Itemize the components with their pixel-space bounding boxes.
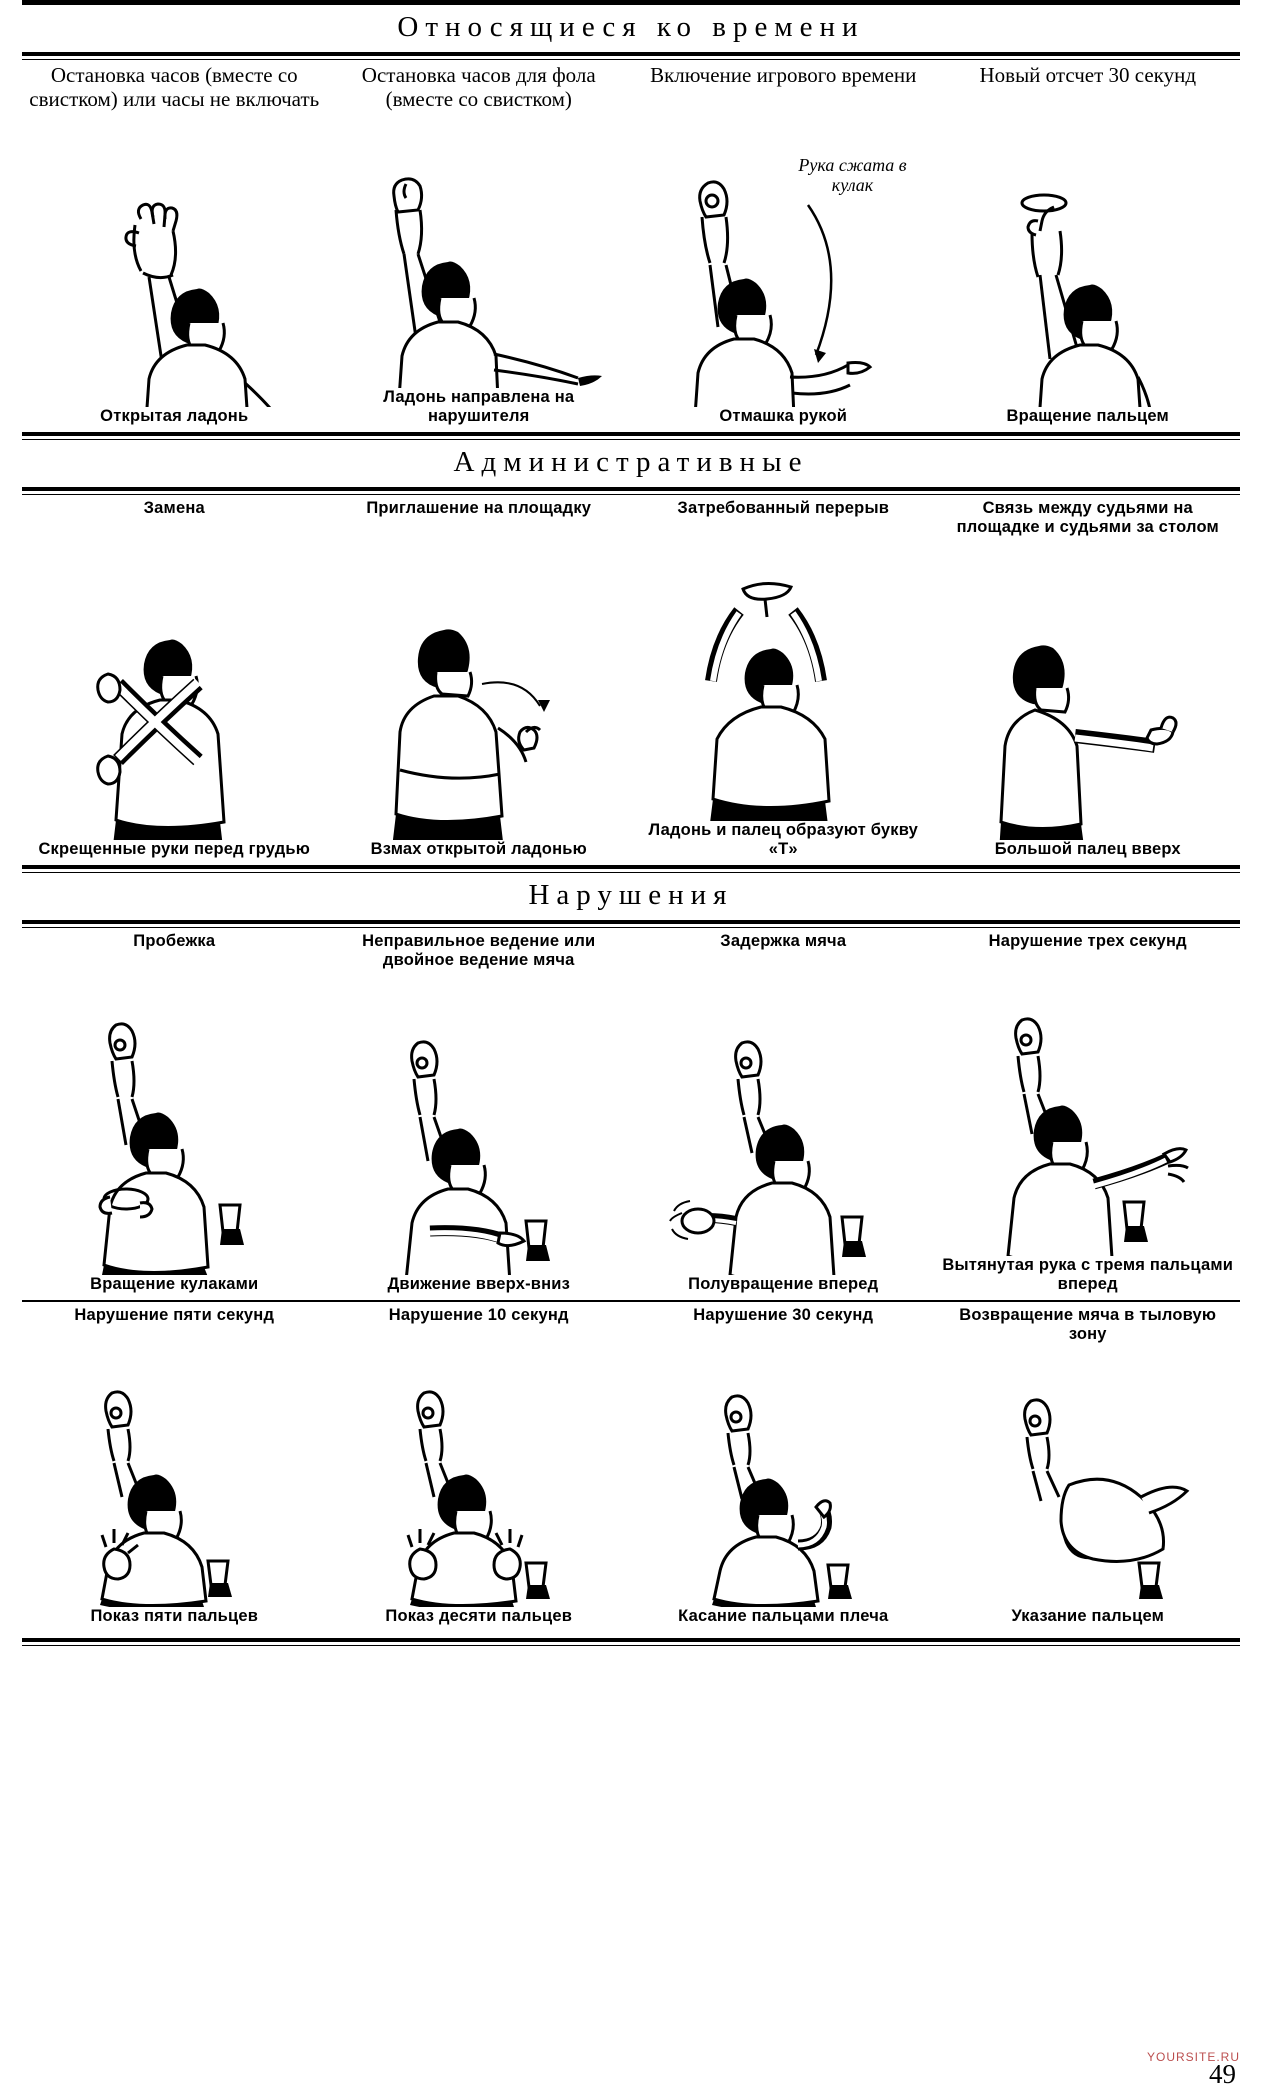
signal-title: Замена (143, 499, 205, 517)
signal-cell-three-seconds (936, 928, 1241, 1300)
signal-title: Включение игрового времени (650, 63, 917, 87)
signal-title: Возвращение мяча в тыловую зону (959, 1306, 1217, 1343)
referee-dribble-updown-icon (333, 970, 626, 1275)
referee-fist-up-arm-pointing-icon (333, 111, 626, 388)
page-number: 49 (1209, 2059, 1236, 2089)
referee-crossed-arms-icon (28, 518, 321, 840)
signal-title: Нарушение трех секунд (988, 932, 1187, 950)
referee-open-palm-raised-icon (28, 111, 321, 407)
signal-title: Нарушение 30 секунд (693, 1306, 874, 1324)
page-bottom-rule (22, 1638, 1240, 1646)
signal-title: Задержка мяча (720, 932, 847, 950)
divider-under-violations-heading (22, 920, 1240, 928)
referee-half-rotation-forward-icon (637, 951, 930, 1275)
signal-caption: Показ пяти пальцев (90, 1607, 259, 1626)
signal-cell-chop-arm (631, 60, 936, 432)
signal-cell-illegal-dribble (327, 928, 632, 1300)
signal-title: Новый отсчет 30 секунд (979, 63, 1197, 87)
section-heading-time: Относящиеся ко времени (397, 11, 865, 43)
signal-caption: Движение вверх-вниз (387, 1275, 571, 1294)
referee-finger-rotation-icon (942, 90, 1235, 407)
row-admin-signals (22, 495, 1240, 865)
signal-caption: Касание пальцами плеча (678, 1607, 889, 1626)
section-heading-violations: Нарушения (528, 879, 734, 911)
signal-title: Приглашение на площадку (366, 499, 592, 517)
signal-cell-beckon (327, 495, 632, 865)
signal-caption: Показ десяти пальцев (385, 1607, 573, 1626)
referee-fists-rotation-icon (28, 951, 321, 1275)
referee-five-fingers-icon (28, 1325, 321, 1607)
signal-caption: Вращение кулаками (90, 1275, 259, 1294)
referee-beckon-open-palm-icon (333, 518, 626, 840)
referee-three-fingers-forward-icon (942, 951, 1235, 1256)
signal-caption: Ладонь и палец образуют букву «Т» (648, 821, 919, 859)
signal-title: Нарушение пяти секунд (74, 1306, 275, 1324)
signal-cell-substitution (22, 495, 327, 865)
signal-cell-thumb-up (936, 495, 1241, 865)
signal-caption: Открытая ладонь (100, 407, 249, 426)
divider-above-admin (22, 432, 1240, 440)
signal-title: Пробежка (133, 932, 216, 950)
signal-caption: Скрещенные руки перед грудью (38, 840, 311, 859)
signal-title: Остановка часов (вместе со свистком) или часы не включать (29, 63, 320, 111)
signal-title: Затребованный перерыв (677, 499, 890, 517)
signal-caption: Большой палец вверх (994, 840, 1181, 859)
divider-under-time-heading (22, 52, 1240, 60)
referee-chop-arm-down-icon (637, 90, 930, 407)
signal-note: Рука сжата в кулак (798, 155, 907, 195)
signal-caption: Полувращение вперед (688, 1275, 879, 1294)
signal-cell-thirty-seconds (631, 1302, 936, 1632)
row-violations-1 (22, 928, 1240, 1300)
signal-caption: Вращение пальцем (1006, 407, 1169, 426)
referee-timeout-t-icon (637, 518, 930, 821)
divider-above-violations (22, 865, 1240, 873)
signal-cell-fist-up (327, 60, 632, 432)
signal-caption: Вытянутая рука с тремя пальцами вперед (942, 1256, 1234, 1294)
referee-thumb-up-icon (942, 537, 1235, 840)
row-violations-2 (22, 1302, 1240, 1632)
signal-caption: Отмашка рукой (719, 407, 848, 426)
section-heading-admin: Административные (453, 446, 809, 478)
signal-title: Неправильное ведение или двойное ведение мяча (362, 932, 596, 969)
signal-caption: Ладонь направлена на нарушителя (383, 388, 575, 426)
signal-cell-timeout (631, 495, 936, 865)
signal-caption: Взмах открытой ладонью (370, 840, 587, 859)
signal-title: Остановка часов для фола (вместе со свистком) (361, 63, 596, 111)
referee-ten-fingers-icon (333, 1325, 626, 1607)
referee-touch-shoulder-icon (637, 1325, 930, 1607)
signal-cell-five-seconds (22, 1302, 327, 1632)
signal-cell-ten-seconds (327, 1302, 632, 1632)
row-time-signals (22, 60, 1240, 432)
signal-caption: Указание пальцем (1011, 1607, 1165, 1626)
watermark: YOURSITE.RU (1146, 2050, 1240, 2064)
signal-cell-carrying-ball (631, 928, 936, 1300)
signal-title: Нарушение 10 секунд (388, 1306, 569, 1324)
signal-cell-travelling (22, 928, 327, 1300)
signal-cell-open-palm (22, 60, 327, 432)
signal-cell-backcourt (936, 1302, 1241, 1632)
signal-title: Связь между судьями на площадке и судьями за столом (956, 499, 1219, 536)
signal-cell-finger-rotation (936, 60, 1241, 432)
referee-point-finger-backcourt-icon (942, 1344, 1235, 1607)
divider-under-admin-heading (22, 487, 1240, 495)
